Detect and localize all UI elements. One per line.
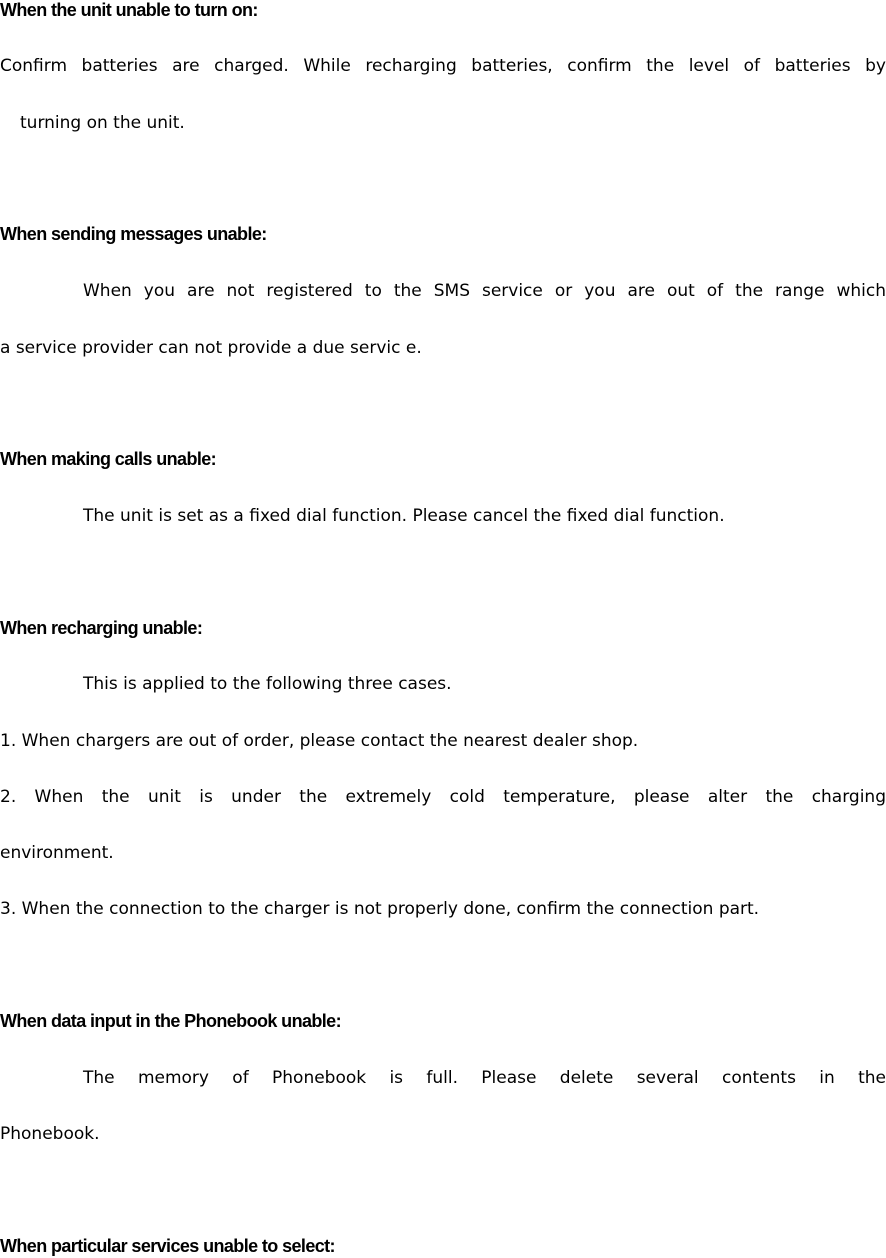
heading-particular-services-unable: When particular services unable to select: bbox=[0, 1236, 335, 1256]
recharging-case-2-line-2: environment. bbox=[0, 843, 114, 863]
turn-on-text-line-2: turning on the unit. bbox=[20, 113, 185, 133]
heading-unit-unable-to-turn-on: When the unit unable to turn on: bbox=[0, 0, 258, 20]
recharging-case-1: 1. When chargers are out of order, please contact the nearest dealer shop. bbox=[0, 731, 639, 751]
messages-text-line-2: a service provider can not provide a due servic e. bbox=[0, 338, 422, 358]
heading-sending-messages-unable: When sending messages unable: bbox=[0, 224, 267, 244]
turn-on-text-line-1: Confirm batteries are charged. While recharging batteries, confirm the level of batteries by bbox=[0, 56, 886, 76]
phonebook-text-line-2: Phonebook. bbox=[0, 1124, 100, 1144]
heading-recharging-unable: When recharging unable: bbox=[0, 618, 203, 638]
heading-phonebook-input-unable: When data input in the Phonebook unable: bbox=[0, 1011, 341, 1031]
recharging-case-2-line-1: 2. When the unit is under the extremely cold temperature, please alter the charging bbox=[0, 787, 886, 807]
heading-making-calls-unable: When making calls unable: bbox=[0, 449, 217, 469]
calls-text-line-1: The unit is set as a fixed dial function. Please cancel the fixed dial function. bbox=[83, 506, 725, 526]
recharging-text-intro: This is applied to the following three cases. bbox=[83, 674, 452, 694]
phonebook-text-line-1: The memory of Phonebook is full. Please delete several contents in the bbox=[83, 1068, 886, 1088]
recharging-case-3: 3. When the connection to the charger is not properly done, confirm the connection part. bbox=[0, 899, 760, 919]
messages-text-line-1: When you are not registered to the SMS service or you are out of the range which bbox=[83, 281, 886, 301]
